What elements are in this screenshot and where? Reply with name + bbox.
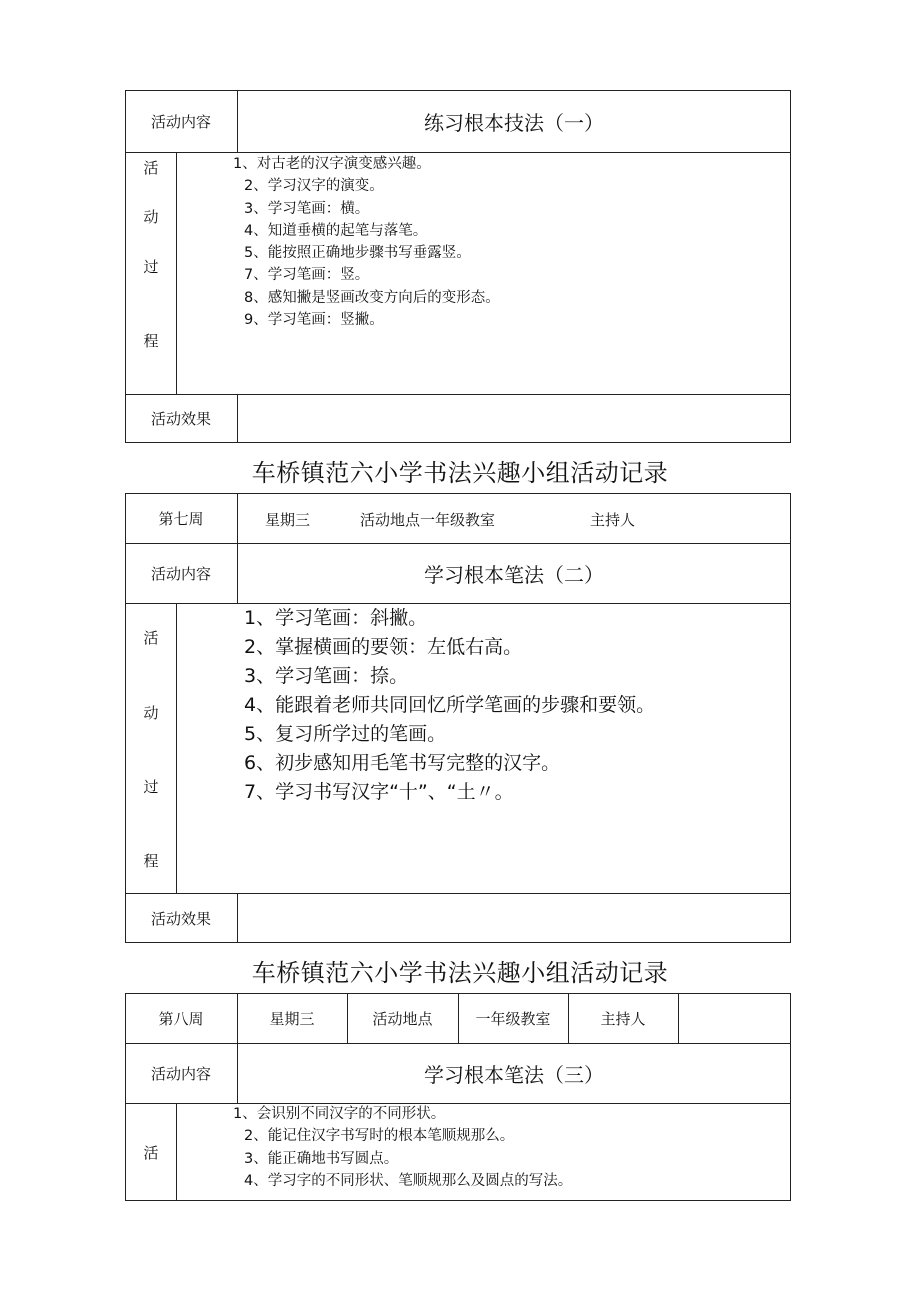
weekday-cell: 星期三 [269, 1009, 315, 1028]
divider [176, 152, 177, 394]
location-cell: 活动地点一年级教室 [360, 511, 496, 529]
list-item: 1、会识别不同汉字的不同形状。 [233, 1106, 446, 1122]
process-label-char: 过 [143, 778, 159, 796]
list-item: 2、学习汉字的演变。 [244, 178, 384, 195]
content-title: 学习根本笔法（二） [424, 562, 604, 587]
process-label-char: 程 [143, 852, 159, 870]
list-item: 3、学习笔画：横。 [244, 200, 370, 217]
divider [176, 603, 177, 893]
weekday-cell: 星期三 [265, 511, 311, 529]
process-label-char: 活 [143, 1144, 159, 1162]
effect-label: 活动效果 [150, 410, 211, 428]
list-item: 4、能跟着老师共同回忆所学笔画的步骤和要领。 [244, 694, 656, 716]
host-cell: 主持人 [590, 511, 636, 529]
list-item: 1、学习笔画：斜撇。 [244, 607, 428, 629]
list-item: 2、能记住汉字书写时的根本笔顺规那么。 [244, 1128, 515, 1145]
process-label-char: 过 [143, 258, 159, 276]
process-steps-list [244, 604, 655, 807]
divider [237, 893, 238, 943]
content-title: 学习根本笔法（三） [424, 1062, 604, 1087]
process-steps-list [233, 153, 500, 331]
week-cell: 第七周 [158, 509, 204, 528]
process-label-char: 程 [143, 332, 159, 350]
divider [176, 1103, 177, 1201]
content-label: 活动内容 [150, 1064, 211, 1083]
content-label: 活动内容 [150, 112, 211, 131]
record-title: 车桥镇范六小学书法兴趣小组活动记录 [251, 459, 669, 487]
divider [678, 993, 679, 1043]
content-label: 活动内容 [150, 564, 211, 583]
process-label-char: 动 [143, 704, 159, 722]
divider [237, 394, 238, 443]
host-cell: 主持人 [600, 1009, 646, 1028]
list-item: 4、学习字的不同形状、笔顺规那么及圆点的写法。 [244, 1172, 573, 1189]
process-label-char: 动 [143, 208, 159, 226]
list-item: 7、学习书写汉字“十”、“土〃。 [244, 781, 514, 803]
list-item: 4、知道垂横的起笔与落笔。 [244, 222, 428, 239]
list-item: 7、学习笔画：竖。 [244, 267, 370, 284]
location-label-cell: 活动地点 [372, 1009, 433, 1028]
list-item: 9、学习笔画：竖撇。 [244, 312, 384, 329]
divider [237, 493, 238, 543]
list-item: 5、复习所学过的笔画。 [244, 723, 447, 745]
list-item: 2、掌握横画的要领：左低右高。 [244, 636, 523, 658]
list-item: 5、能按照正确地步骤书写垂露竖。 [244, 245, 471, 262]
location-cell: 一年级教室 [475, 1009, 551, 1028]
list-item: 1、对古老的汉字演变感兴趣。 [233, 156, 431, 172]
list-item: 3、学习笔画：捺。 [244, 665, 409, 687]
list-item: 8、感知撇是竖画改变方向后的变形态。 [244, 289, 500, 306]
list-item: 3、能正确地书写圆点。 [244, 1150, 399, 1167]
process-label-char: 活 [143, 159, 159, 177]
record-title: 车桥镇范六小学书法兴趣小组活动记录 [251, 959, 669, 987]
list-item: 6、初步感知用毛笔书写完整的汉字。 [244, 752, 561, 774]
process-steps-list [233, 1103, 572, 1192]
effect-label: 活动效果 [150, 909, 211, 928]
content-title: 练习根本技法（一） [424, 110, 604, 135]
process-label-char: 活 [143, 629, 159, 647]
week-cell: 第八周 [158, 1009, 204, 1028]
